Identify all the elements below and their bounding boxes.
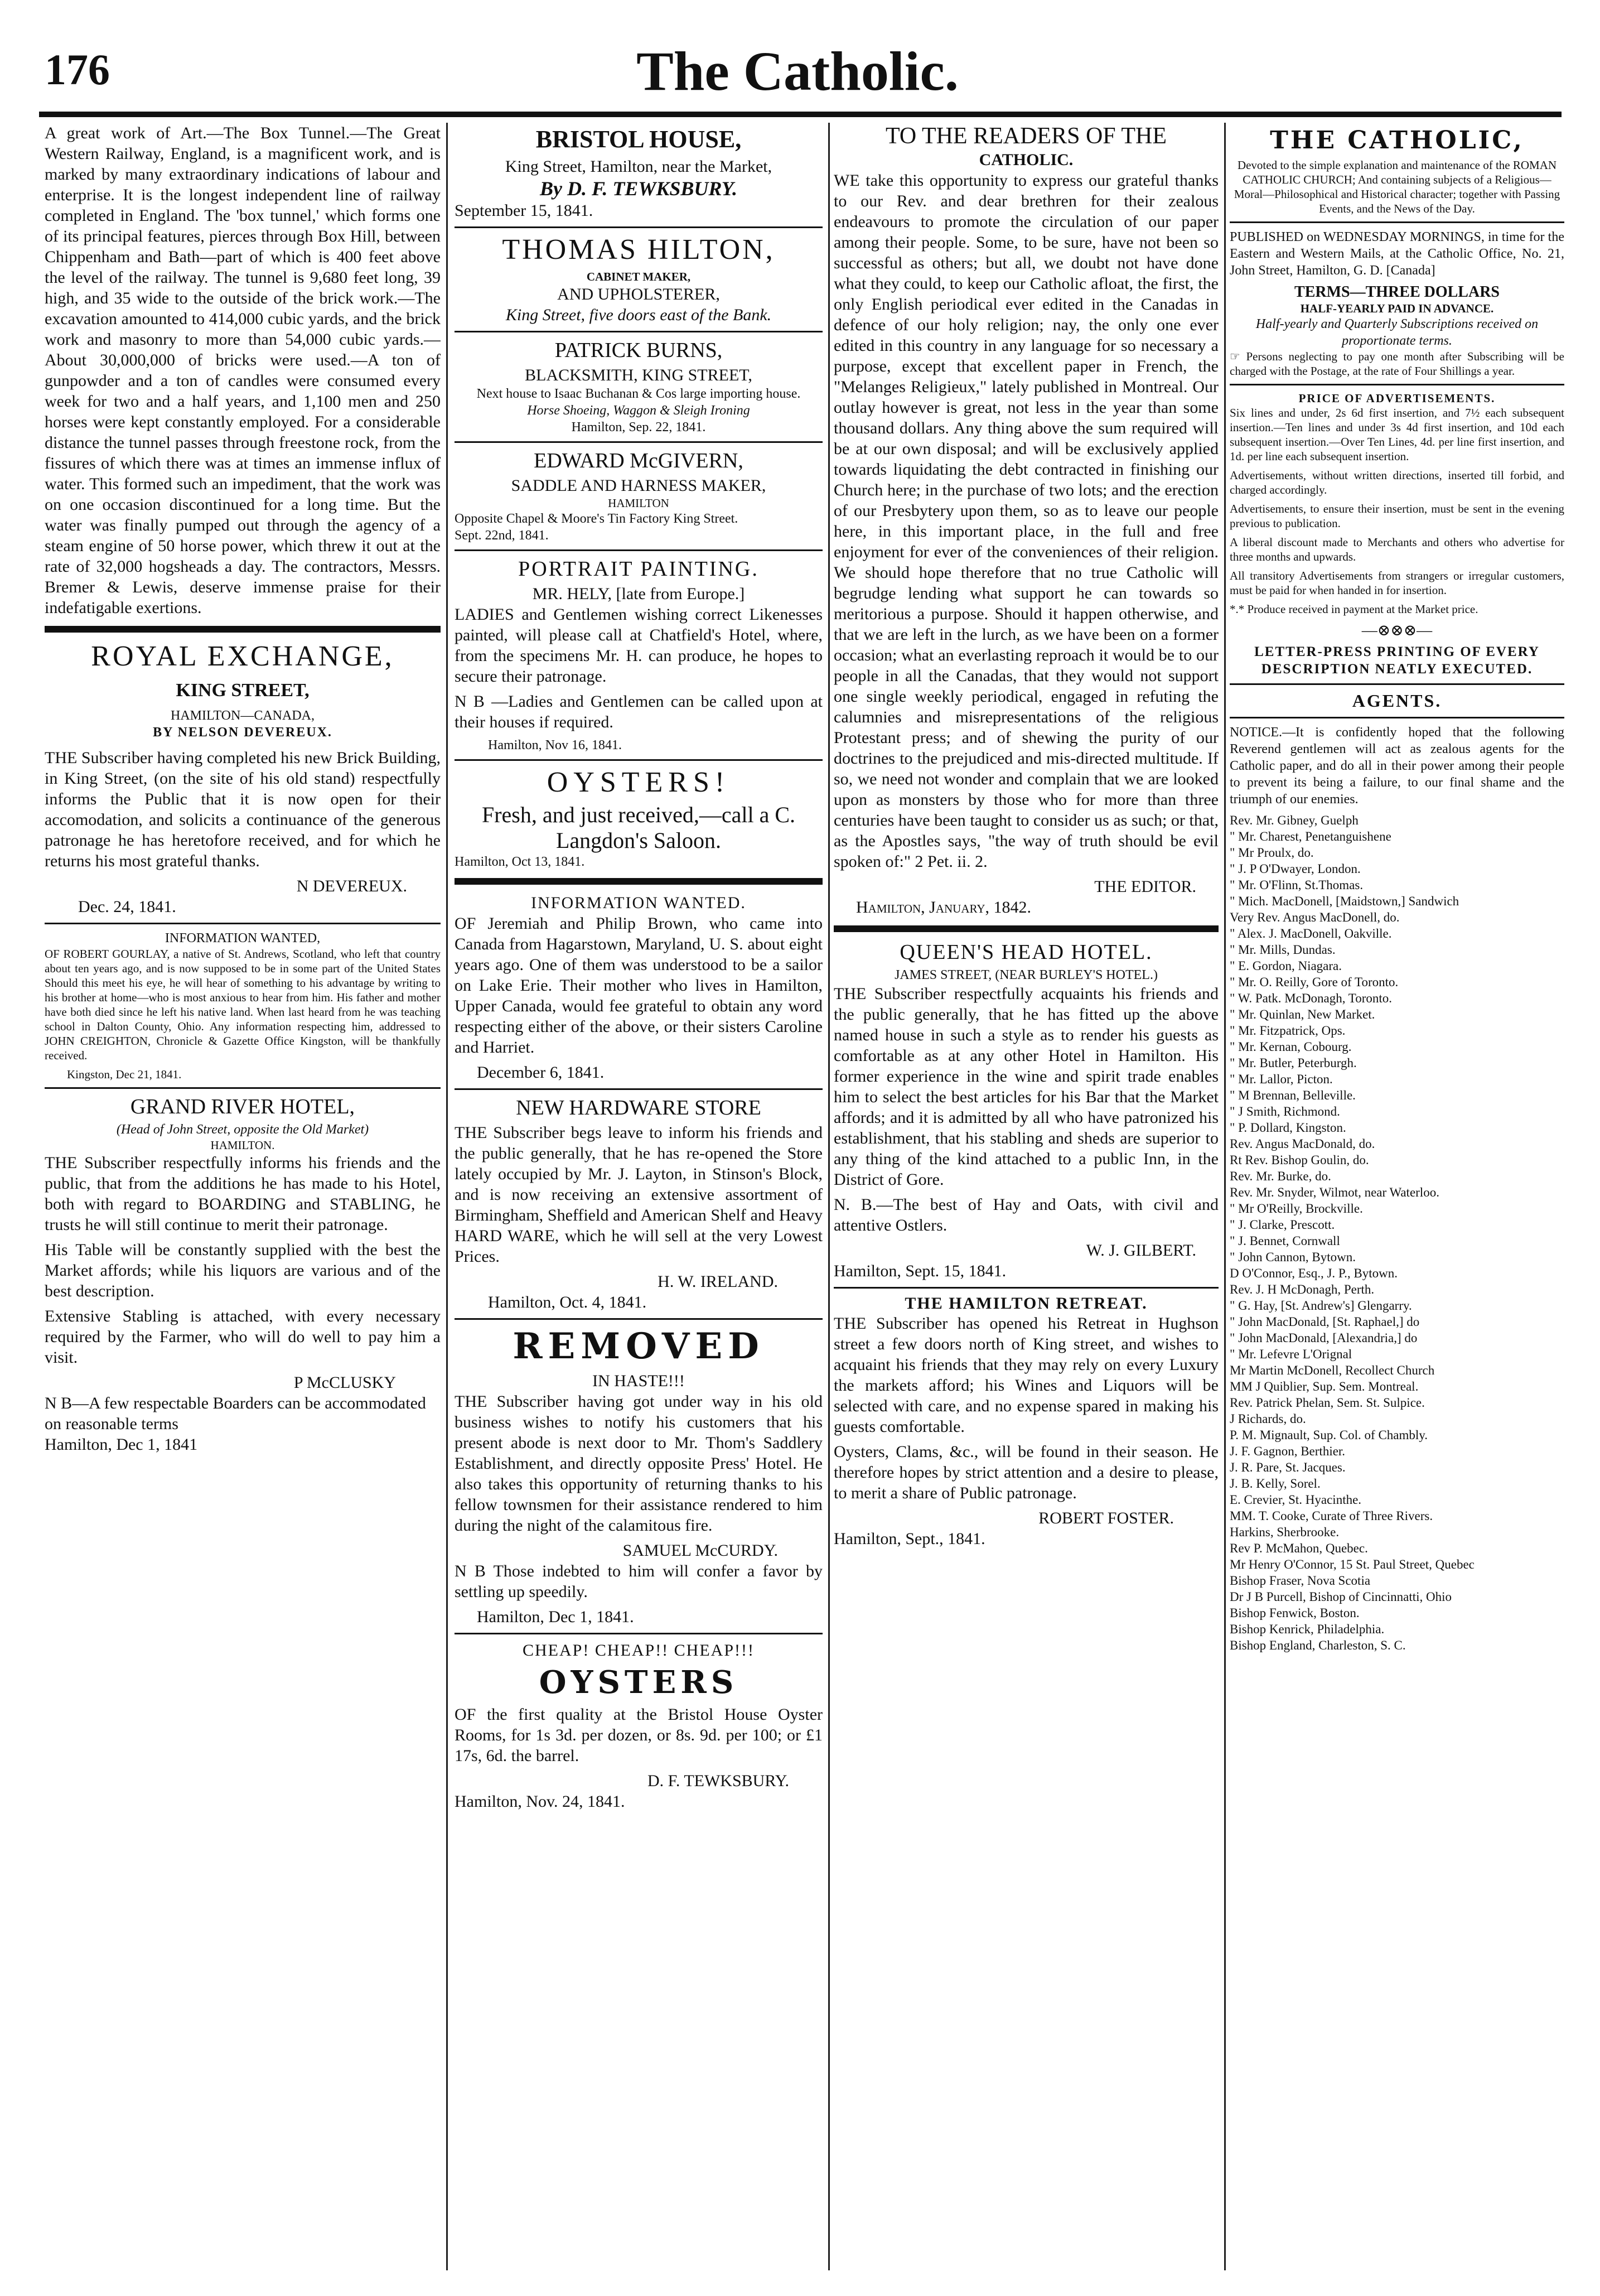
ornament-icon: —⊗⊗⊗—	[1361, 622, 1433, 639]
burns-sub: BLACKSMITH, KING STREET,	[525, 366, 752, 384]
agent-item: Rt Rev. Bishop Goulin, do.	[1230, 1153, 1369, 1167]
burns-services: Horse Shoeing, Waggon & Sleigh Ironing	[527, 403, 750, 418]
readers-date: Hamilton, January, 1842.	[856, 898, 1032, 917]
hilton-trade2: AND UPHOLSTERER,	[557, 285, 720, 303]
agent-item: " J. Clarke, Prescott.	[1230, 1218, 1335, 1232]
page-header	[45, 22, 1550, 106]
price-p6: *.* Produce received in payment at the Market price.	[1230, 602, 1478, 616]
box-tunnel-article: A great work of Art.—The Box Tunnel.—The Great Western Railway, England, is a magnificent work, and is marked by many extraordinary indications of labour and enterprise. It is the longest independent line of railway completed in England. The 'box tunnel,' which forms one of its principal features, pierces through Box Hill, between Chippenham and Bath—part of which is 400 feet above the level of the railway. The tunnel is 9,680 feet long, 39 high, and 35 wide to the outside of the brick work.—The excavation amounted to 414,000 cubic yards, and the brick work and masonry to more than 54,000 cubic yards.—About 30,000,000 of bricks were used.—A ton of gunpowder and a ton of candles were consumed every week for two and a half years, and 1,100 men and 250 horses were kept constantly employed. For a considerable distance the tunnel passes through freestone rock, from the fissures of which there was at times an immense influx of water. This formed such an impediment, that the work was on one occasion discontinued for a long time. But the water was finally pumped out through the agency of a steam engine of 50 horse power, which threw it out at the rate of 32,000 hogsheads a day. The contractors, Messrs. Bremer & Lewis, deserve immense praise for their indefatigable exertions.	[45, 124, 441, 617]
royal-exchange-sign: N DEVEREUX.	[296, 877, 407, 895]
info-wanted-body: OF ROBERT GOURLAY, a native of St. Andrews, Scotland, who left that country about ten years ago, and is now supposed to be in some part of the United States Should this meet his eye, he will hear of something to his advantage by writing to his brother at home—who is most anxious to hear from him. His father and mother have both died since he left his native land. When last heard from he was teaching school in Dalton County, Ohio. Any information respecting him, addressed to JOHN CREIGHTON, Chronicle & Gazette Office Kingston, will be thankfully received.	[45, 947, 441, 1062]
queens-head-body: THE Subscriber respectfully acquaints his friends and the public generally, that he has fitted up the above named house in such a style as to render his guests as comfortable as at any other Hotel in Hamilton. His former experience in the wine and spirit trade enables him to select the best articles for his Bar that the Market affords; and it is admitted by all who have patronized his establishment, that his stabling and sheds are superior to any thing of the kind attached to a public Inn, in the District of Gore.	[834, 985, 1219, 1189]
divider	[1230, 717, 1564, 718]
burns-date: Hamilton, Sep. 22, 1841.	[571, 420, 706, 435]
mcgivern-city: HAMILTON	[608, 496, 669, 510]
grand-river-body1: THE Subscriber respectfully informs his friends and the public, that from the additions he has made to his Hotel, both with regard to BOARDING and STABLING, he trusts he will still continue to merit their patronage.	[45, 1154, 441, 1234]
agent-item: Bishop Fenwick, Boston.	[1230, 1606, 1360, 1620]
removed-date: Hamilton, Dec 1, 1841.	[477, 1608, 634, 1626]
divider	[455, 549, 823, 551]
divider	[455, 226, 823, 228]
hardware-sign: H. W. IRELAND.	[658, 1272, 778, 1291]
burns-body: Next house to Isaac Buchanan & Cos large importing house.	[476, 387, 801, 401]
agent-item: " J. Bennet, Cornwall	[1230, 1234, 1340, 1248]
agent-item: Rev. J. H McDonagh, Perth.	[1230, 1282, 1375, 1296]
divider	[1230, 221, 1564, 223]
agent-item: E. Crevier, St. Hyacinthe.	[1230, 1493, 1362, 1507]
agent-item: Rev. Angus MacDonald, do.	[1230, 1137, 1375, 1151]
removed-title: REMOVED	[513, 1325, 765, 1367]
info2-date: December 6, 1841.	[477, 1063, 605, 1082]
agent-item: " Alex. J. MacDonell, Oakville.	[1230, 927, 1392, 940]
agent-item: Dr J B Purcell, Bishop of Cincinnatti, Ohio	[1230, 1590, 1452, 1604]
agent-item: Rev P. McMahon, Quebec.	[1230, 1541, 1368, 1555]
divider	[834, 1287, 1219, 1289]
oysters-date: Hamilton, Oct 13, 1841.	[455, 855, 585, 869]
divider	[45, 626, 441, 633]
mcgivern-sub: SADDLE AND HARNESS MAKER,	[511, 476, 766, 495]
portrait-body: LADIES and Gentlemen wishing correct Likenesses painted, will please call at Chatfield's Hotel, where, from the specimens Mr. H. can produce, he hopes to secure their patronage.	[455, 605, 823, 686]
mcgivern-body: Opposite Chapel & Moore's Tin Factory King Street.	[455, 512, 738, 526]
terms-title: TERMS—THREE DOLLARS	[1294, 283, 1500, 301]
agent-item: " Mich. MacDonell, [Maidstown,] Sandwich	[1230, 894, 1459, 908]
divider	[455, 759, 823, 761]
royal-exchange-body: THE Subscriber having completed his new Brick Building, in King Street, (on the site of his old stand) respectfully informs the Public that it is now open for their accomodation, and solicits a continuance of the generous patronage he has heretofore received, and for which he returns his most grateful thanks.	[45, 749, 441, 870]
divider	[455, 1633, 823, 1634]
oysters2-sign: D. F. TEWKSBURY.	[647, 1772, 789, 1790]
queens-head-nb: N. B.—The best of Hay and Oats, with civil and attentive Ostlers.	[834, 1195, 1219, 1234]
price-p5: All transitory Advertisements from strangers or irregular customers, must be paid for when handed in for insertion.	[1230, 569, 1564, 597]
divider	[455, 1088, 823, 1090]
agent-item: " Mr. Lallor, Picton.	[1230, 1072, 1333, 1086]
agents-title: AGENTS.	[1352, 691, 1442, 711]
divider	[455, 331, 823, 332]
agent-item: " M Brennan, Belleville.	[1230, 1088, 1356, 1102]
published-notice: PUBLISHED on WEDNESDAY MORNINGS, in time for the Eastern and Western Mails, at the Catholic Office, No. 21, John Street, Hamilton, G. D. [Canada]	[1230, 230, 1564, 278]
agent-item: P. M. Mignault, Sup. Col. of Chambly.	[1230, 1428, 1428, 1442]
hardware-title: NEW HARDWARE STORE	[516, 1096, 761, 1120]
column-4	[1230, 123, 1564, 2270]
agent-item: " Mr. Kernan, Cobourg.	[1230, 1040, 1352, 1054]
grand-river-city: HAMILTON.	[210, 1139, 275, 1152]
agent-item: " J Smith, Richmond.	[1230, 1104, 1340, 1118]
hardware-body: THE Subscriber begs leave to inform his friends and the public generally, that he has re-opened the Store lately occupied by Mr. J. Layton, in Stinson's Block, and is now receiving an extensive assortment of Birmingham, Sheffield and American Shelf and Heavy HARD WARE, which he will sell at the very Lowest Prices.	[455, 1123, 823, 1266]
newspaper-title: The Catholic.	[636, 40, 959, 102]
grand-river-sub: (Head of John Street, opposite the Old Market)	[116, 1122, 369, 1137]
agent-item: " Mr Proulx, do.	[1230, 846, 1314, 860]
agent-item: " John Cannon, Bytown.	[1230, 1250, 1356, 1264]
grand-river-body3: Extensive Stabling is attached, with every necessary required by the Farmer, who will do well to pay him a visit.	[45, 1307, 441, 1367]
agent-item: Very Rev. Angus MacDonell, do.	[1230, 910, 1400, 924]
readers-title2: CATHOLIC.	[979, 151, 1074, 169]
column-3	[834, 123, 1219, 2270]
bristol-date: September 15, 1841.	[455, 201, 593, 220]
queens-head-sign: W. J. GILBERT.	[1086, 1241, 1196, 1260]
agent-item: " Mr. Lefevre L'Orignal	[1230, 1347, 1352, 1361]
queens-head-addr: JAMES STREET, (NEAR BURLEY'S HOTEL.)	[895, 968, 1158, 982]
agent-item: " Mr. O. Reilly, Gore of Toronto.	[1230, 975, 1399, 989]
column-2	[455, 123, 823, 2270]
hilton-addr: King Street, five doors east of the Bank.	[505, 306, 772, 324]
agent-item: Mr Martin McDonell, Recollect Church	[1230, 1363, 1435, 1377]
agent-item: " Mr. Butler, Peterburgh.	[1230, 1056, 1357, 1070]
removed-sign: SAMUEL McCURDY.	[622, 1541, 778, 1560]
agent-item: " P. Dollard, Kingston.	[1230, 1121, 1346, 1135]
agent-item: Bishop England, Charleston, S. C.	[1230, 1638, 1406, 1652]
agent-item: " John MacDonald, [St. Raphael,] do	[1230, 1315, 1420, 1329]
column-divider	[828, 123, 830, 2270]
price-p4: A liberal discount made to Merchants and others who advertise for three months and upwards.	[1230, 536, 1564, 563]
hardware-date: Hamilton, Oct. 4, 1841.	[488, 1293, 647, 1311]
royal-exchange-street: KING STREET,	[176, 680, 310, 701]
agent-item: " Mr. Charest, Penetanguishene	[1230, 829, 1391, 843]
queens-head-date: Hamilton, Sept. 15, 1841.	[834, 1262, 1007, 1280]
agent-item: D O'Connor, Esq., J. P., Bytown.	[1230, 1266, 1398, 1280]
catholic-masthead: THE CATHOLIC,	[1270, 126, 1524, 155]
agent-item: " J. P O'Dwayer, London.	[1230, 862, 1361, 876]
removed-body: THE Subscriber having got under way in his old business wishes to notify his customers that his present abode is next door to Mr. Thom's Saddlery Establishment, and directly opposite Press' Hotel. He also takes this opportunity of returning thanks to his fellow townsmen for their assistance rendered to him during the night of the calamitous fire.	[455, 1392, 823, 1535]
agent-item: " Mr. Quinlan, New Market.	[1230, 1007, 1375, 1021]
retreat-body2: Oysters, Clams, &c., will be found in their season. He therefore hopes by strict attention and a desire to please, to merit a share of Public patronage.	[834, 1443, 1219, 1502]
price-title: PRICE OF ADVERTISEMENTS.	[1298, 392, 1496, 405]
grand-river-nb: N B—A few respectable Boarders can be accommodated on reasonable terms	[45, 1394, 426, 1433]
terms-sub: HALF-YEARLY PAID IN ADVANCE.	[1300, 302, 1494, 315]
price-body: Six lines and under, 2s 6d first insertion, and 7½ each subsequent insertion.—Ten lines and under 3s 4d first insertion, and 10d each subsequent insertion.—Over Ten Lines, 4d. per line first insertion, and 1d. per line each subsequent insertion.	[1230, 406, 1564, 463]
agent-item: " John MacDonald, [Alexandria,] do	[1230, 1331, 1418, 1345]
agent-item: Rev. Patrick Phelan, Sem. St. Sulpice.	[1230, 1396, 1425, 1410]
terms-quarterly: Half-yearly and Quarterly Subscriptions received on proportionate terms.	[1255, 317, 1539, 348]
royal-exchange-title: ROYAL EXCHANGE,	[91, 640, 394, 672]
info2-title: INFORMATION WANTED.	[531, 894, 746, 912]
agent-item: Bishop Fraser, Nova Scotia	[1230, 1574, 1371, 1588]
page-number: 176	[45, 45, 110, 94]
info-wanted-date: Kingston, Dec 21, 1841.	[67, 1068, 182, 1081]
retreat-date: Hamilton, Sept., 1841.	[834, 1530, 985, 1548]
agent-item: Mr Henry O'Connor, 15 St. Paul Street, Quebec	[1230, 1557, 1475, 1571]
readers-body: WE take this opportunity to express our grateful thanks to our Rev. and dear brethren for their zealous endeavours to promote the circulation of our paper among their people. Some, to be sure, have not been so successful as others; but all, we doubt not have done what they could, to keep our Catholic afloat, the first, the only English periodical ever edited in the Canadas in defence of our holy religion; nay, the only one ever edited in this country in any language for so necessary a purpose, except that excellent paper in French, the "Melanges Religieux," lately published in Montreal. Our outlay however is great, not less in the year than some thousand dollars. Any thing above the sum required will be at our own disposal; and will be exclusively applied towards liquidating the debt contracted in finishing our Church here; in the purchase of two lots; and the erection of our Presbytery upon them, so as to leave our people here, in this important place, in the full and free enjoyment for ever of the conveniences of their religion. We should hope therefore that no true Catholic will begrudge lending what support he can towards so meritorious a purpose. Should it happen otherwise, and that we are left in the lurch, as we have been on a former occasion; what an everlasting reproach it would be to our people in all the Canadas, that they would not support one single weekly periodical, engaged in refuting the calumnies and misrepresentations of the religious Protestant press; and of shewing the purity of our doctrines to the prejudiced and mis-directed multitude. If so, we need not wonder and complain that we are looked upon as monsters by those who for more than three centuries have been taught to consider us as such; or that, as the Apostles says, "the way of truth should be evil spoken of:" 2 Pet. ii. 2.	[834, 171, 1219, 871]
agent-item: " Mr. Fitzpatrick, Ops.	[1230, 1024, 1346, 1038]
oysters2-date: Hamilton, Nov. 24, 1841.	[455, 1792, 625, 1811]
info2-body: OF Jeremiah and Philip Brown, who came into Canada from Hagarstown, Maryland, U. S. about eight years ago. One of them was understood to be a sailor on Lake Erie. Their mother who lives in Hamilton, Upper Canada, would fee grateful to obtain any word respecting either of the above, or their sisters Caroline and Harriet.	[455, 914, 823, 1057]
divider	[1230, 683, 1564, 685]
bristol-by: By D. F. TEWKSBURY.	[539, 177, 738, 200]
removed-nb: N B Those indebted to him will confer a favor by settling up speedily.	[455, 1562, 823, 1601]
agent-item: Rev. Mr. Burke, do.	[1230, 1169, 1331, 1183]
grand-river-title: GRAND RIVER HOTEL,	[130, 1095, 355, 1118]
price-p3: Advertisements, to ensure their insertion, must be sent in the evening previous to publication.	[1230, 502, 1564, 530]
readers-sign: THE EDITOR.	[1094, 877, 1196, 896]
portrait-date: Hamilton, Nov 16, 1841.	[488, 738, 622, 753]
readers-title: TO THE READERS OF THE	[885, 123, 1167, 149]
divider	[45, 923, 441, 924]
oysters-body: Fresh, and just received,—call a C. Langdon's Saloon.	[481, 802, 796, 853]
portrait-nb: N B —Ladies and Gentlemen can be called upon at their houses if required.	[455, 692, 823, 731]
price-p2: Advertisements, without written directions, inserted till forbid, and charged accordingly.	[1230, 469, 1564, 496]
cheap-banner: CHEAP! CHEAP!! CHEAP!!!	[523, 1641, 755, 1660]
terms-postage: ☞ Persons neglecting to pay one month after Subscribing will be charged with the Postage, at the rate of Four Shillings a year.	[1230, 350, 1564, 378]
royal-exchange-by: BY NELSON DEVEREUX.	[153, 725, 332, 740]
agent-item: " G. Hay, [St. Andrew's] Glengarry.	[1230, 1299, 1412, 1313]
oysters-title: OYSTERS!	[547, 766, 731, 798]
agent-item: MM J Quiblier, Sup. Sem. Montreal.	[1230, 1379, 1419, 1393]
portrait-title: PORTRAIT PAINTING.	[518, 557, 759, 581]
divider	[1230, 384, 1564, 385]
agent-item: J. R. Pare, St. Jacques.	[1230, 1460, 1346, 1474]
bristol-addr: King Street, Hamilton, near the Market,	[505, 157, 772, 176]
oysters2-title: OYSTERS	[539, 1664, 738, 1701]
mcgivern-title: EDWARD McGIVERN,	[534, 449, 743, 472]
info-wanted-title: INFORMATION WANTED,	[165, 931, 321, 946]
header-rule	[39, 112, 1562, 117]
retreat-body: THE Subscriber has opened his Retreat in Hughson street a few doors north of King street, and wishes to acquaint his friends that they may rely on every Luxury the markets afford; his Wines and Liquors will be selected with care, and no expense spared in making his guests comfortable.	[834, 1314, 1219, 1436]
removed-sub: IN HASTE!!!	[592, 1372, 685, 1390]
column-divider	[446, 123, 448, 2270]
royal-exchange-city: HAMILTON—CANADA,	[170, 708, 315, 723]
royal-exchange-date: Dec. 24, 1841.	[78, 898, 176, 916]
agent-item: " Mr. O'Flinn, St.Thomas.	[1230, 878, 1364, 892]
agent-item: " Mr. Mills, Dundas.	[1230, 943, 1336, 957]
burns-title: PATRICK BURNS,	[554, 339, 723, 362]
grand-river-date: Hamilton, Dec 1, 1841	[45, 1435, 198, 1454]
oysters2-body: OF the first quality at the Bristol House Oyster Rooms, for 1s 3d. per dozen, or 8s. 9d. per 100; or £1 17s, 6d. the barrel.	[455, 1705, 823, 1765]
agent-item: " Mr O'Reilly, Brockville.	[1230, 1202, 1363, 1215]
divider	[834, 925, 1219, 932]
agent-item: J. B. Kelly, Sorel.	[1230, 1477, 1321, 1491]
agents-list	[1230, 812, 1564, 1653]
bristol-title: BRISTOL HOUSE,	[535, 126, 742, 153]
hilton-title: THOMAS HILTON,	[502, 234, 775, 266]
divider	[455, 1318, 823, 1320]
divider	[455, 441, 823, 443]
agent-item: J Richards, do.	[1230, 1412, 1306, 1426]
agent-item: MM. T. Cooke, Curate of Three Rivers.	[1230, 1509, 1433, 1523]
agent-item: Bishop Kenrick, Philadelphia.	[1230, 1622, 1385, 1636]
queens-head-title: QUEEN'S HEAD HOTEL.	[900, 940, 1153, 964]
grand-river-body2: His Table will be constantly supplied with the best the Market affords; while his liquors are various and of the best description.	[45, 1241, 441, 1300]
retreat-sign: ROBERT FOSTER.	[1038, 1509, 1174, 1527]
grand-river-sign: P McCLUSKY	[293, 1373, 396, 1392]
hilton-trade1: CABINET MAKER,	[586, 270, 691, 283]
agents-notice: NOTICE.—It is confidently hoped that the following Reverend gentlemen will act as zealous agents for the Catholic paper, and do all in their power among their people to prevent its being a failure, to our final shame and the triumph of our enemies.	[1230, 725, 1564, 807]
divider	[455, 878, 823, 885]
catholic-devoted: Devoted to the simple explanation and maintenance of the ROMAN CATHOLIC CHURCH; And containing subjects of a Religious—Moral—Philosophical and Historical character; together with Passing Events, and the News of the Day.	[1234, 158, 1560, 215]
agent-item: Harkins, Sherbrooke.	[1230, 1525, 1340, 1539]
divider	[45, 1087, 441, 1089]
mcgivern-date: Sept. 22nd, 1841.	[455, 528, 549, 543]
agent-item: Rev. Mr. Gibney, Guelph	[1230, 813, 1359, 827]
column-1	[45, 123, 441, 2270]
agent-item: " E. Gordon, Niagara.	[1230, 959, 1342, 973]
agent-item: Rev. Mr. Snyder, Wilmot, near Waterloo.	[1230, 1185, 1439, 1199]
agent-item: J. F. Gagnon, Berthier.	[1230, 1444, 1346, 1458]
retreat-title: THE HAMILTON RETREAT.	[905, 1294, 1148, 1313]
portrait-by: MR. HELY, [late from Europe.]	[532, 585, 745, 603]
letterpress-notice: LETTER-PRESS PRINTING OF EVERY DESCRIPTION NEATLY EXECUTED.	[1254, 644, 1540, 677]
column-divider	[1224, 123, 1226, 2270]
agent-item: " W. Patk. McDonagh, Toronto.	[1230, 991, 1393, 1005]
